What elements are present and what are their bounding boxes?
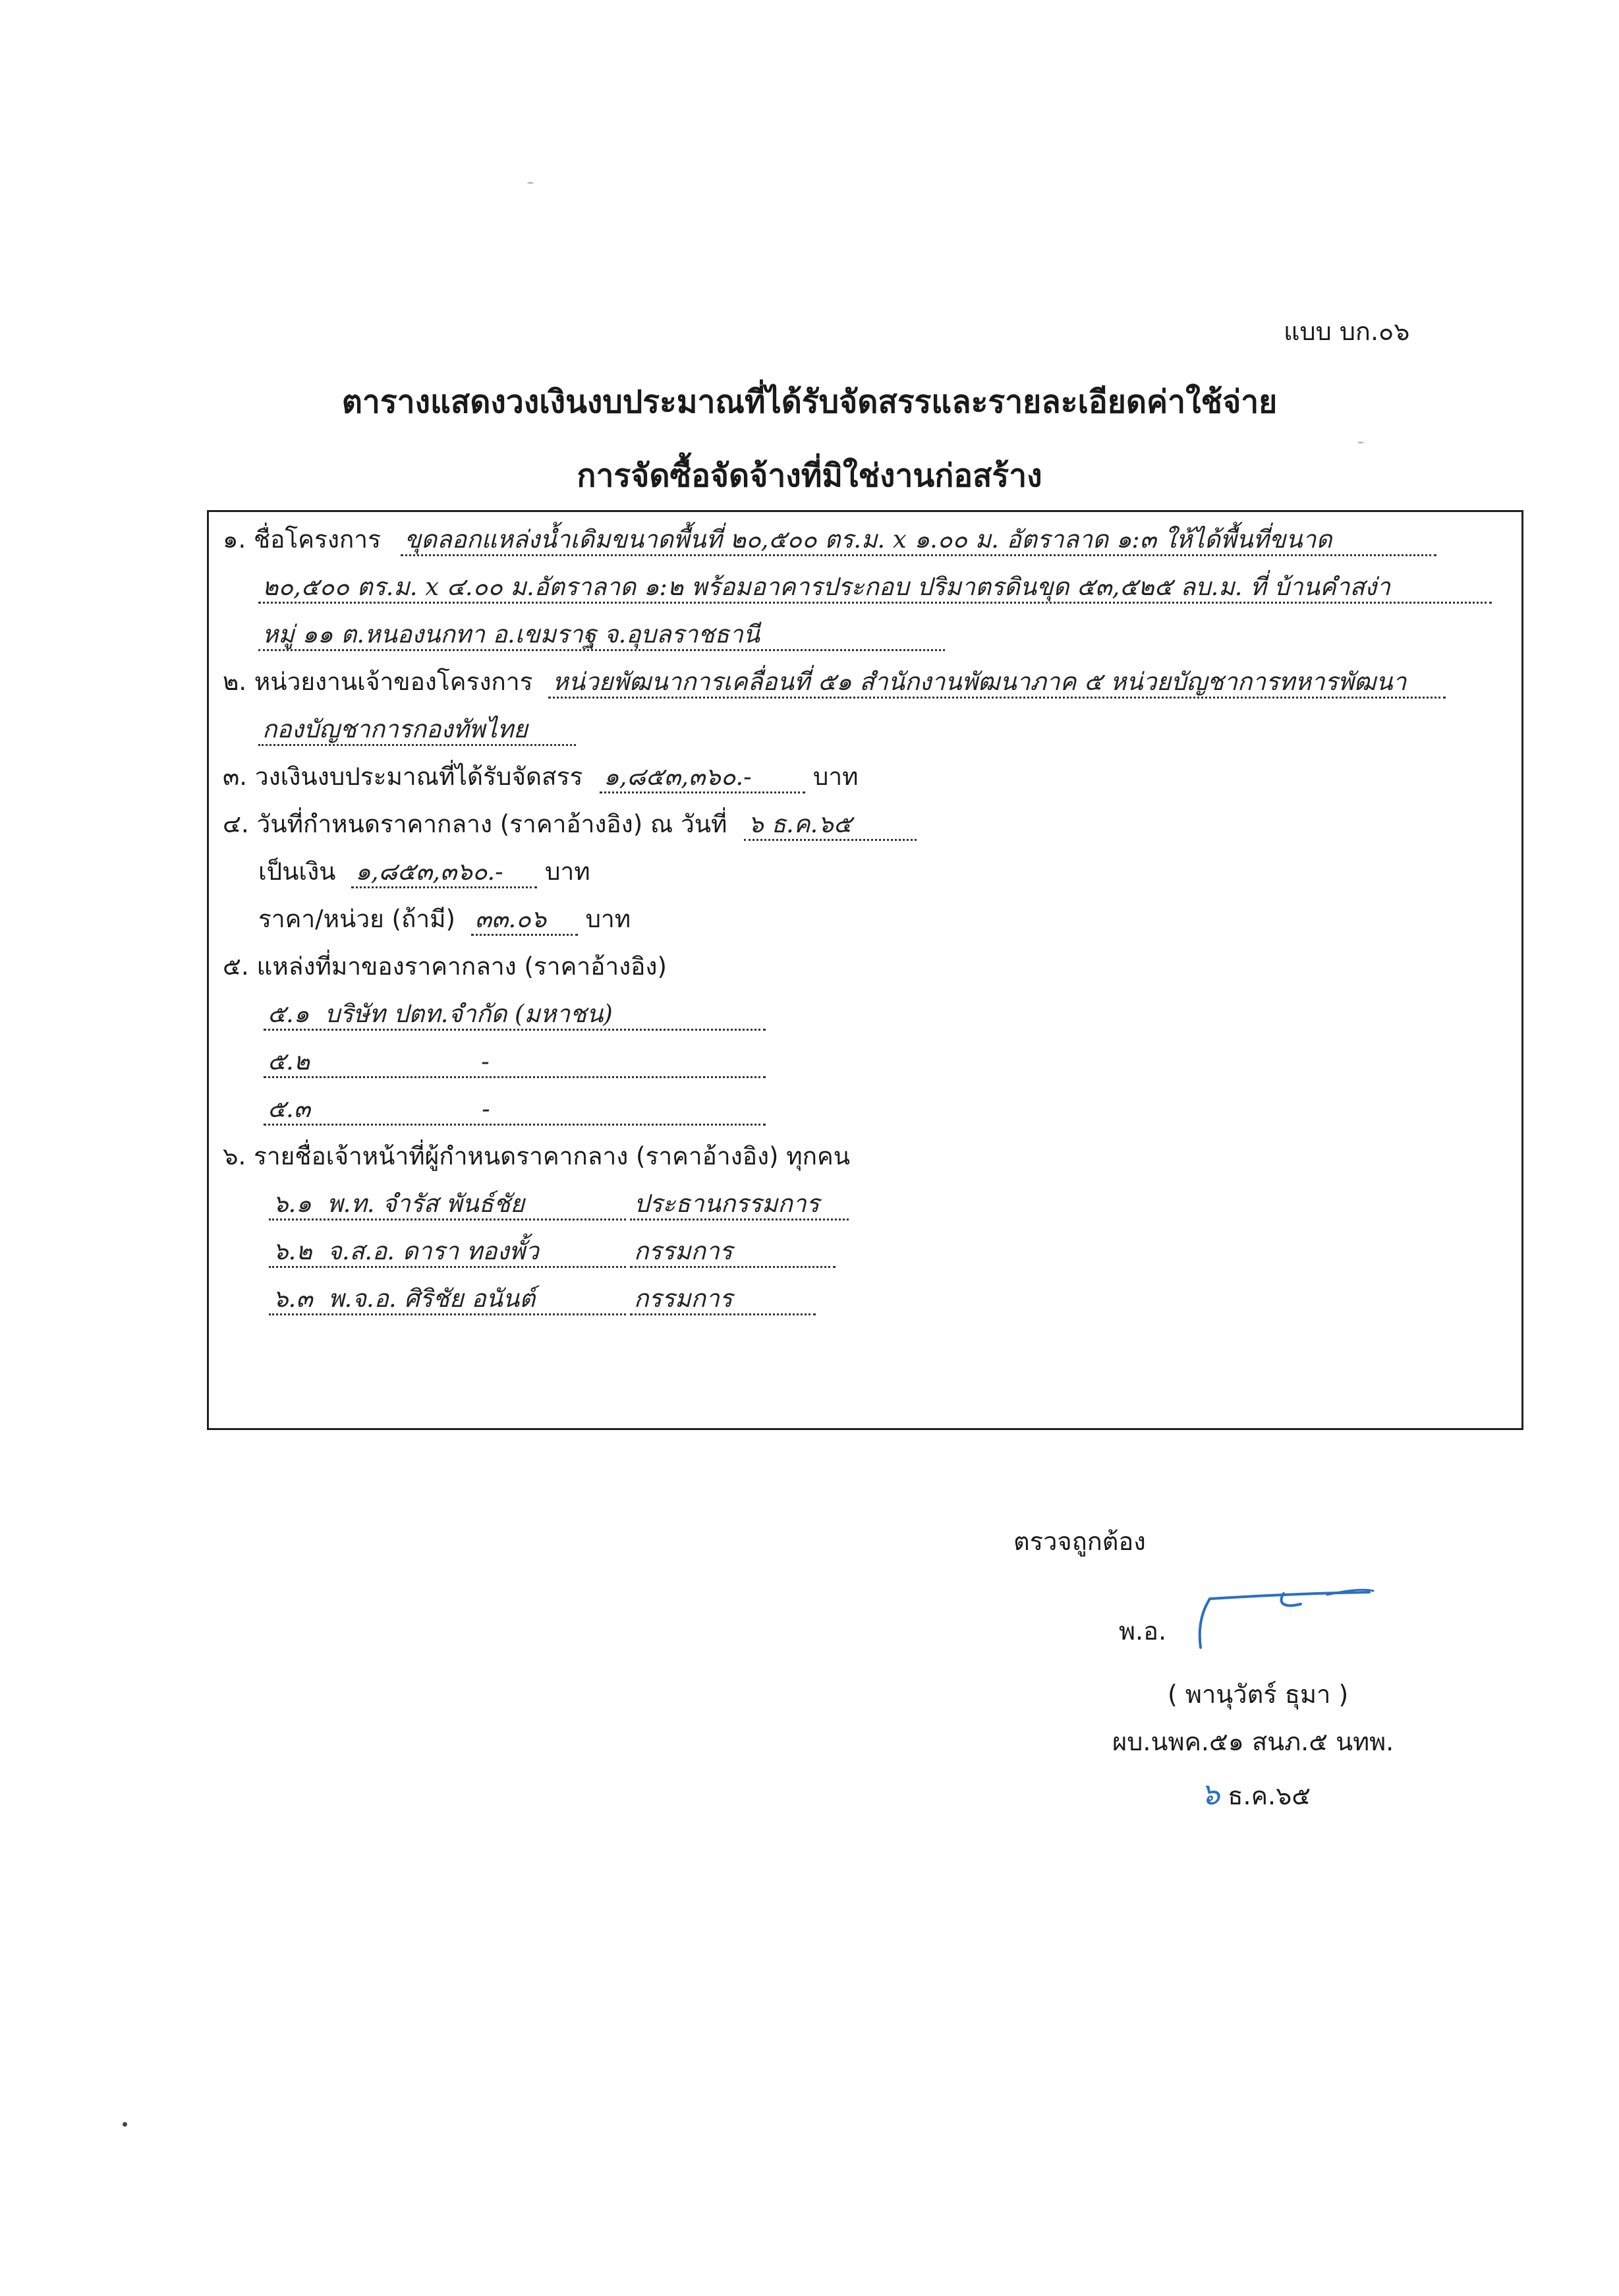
item-4-row-1 xyxy=(223,812,917,841)
project-name-line-2: ๒๐,๕๐๐ ตร.ม. x ๔.๐๐ ม.อัตราลาด ๑:๒ พร้อมอาคารประกอบ ปริมาตรดินขุด ๕๓,๕๒๕ ลบ.ม. ที่ บ้านคำสง่า xyxy=(258,575,1492,604)
unit-price-value: ๓๓.๐๖ xyxy=(471,907,578,936)
item-1-row-2 xyxy=(258,575,1492,604)
form-code: แบบ บก.๐๖ xyxy=(1284,317,1410,346)
officer-role: กรรมการ xyxy=(630,1239,836,1268)
item-2-row-1 xyxy=(223,670,1446,699)
allocated-budget-value: ๑,๘๕๓,๓๖๐.- xyxy=(600,764,805,793)
source-row-3 xyxy=(264,1097,766,1126)
source-value: บริษัท ปตท.จำกัด (มหาชน) xyxy=(324,1000,613,1028)
item-5-label: ๕. แหล่งที่มาของราคากลาง (ราคาอ้างอิง) xyxy=(223,952,667,981)
handwritten-signature xyxy=(1172,1582,1382,1654)
signer-rank: พ.อ. xyxy=(1119,1617,1167,1646)
signature-date xyxy=(1201,1770,1311,1818)
officer-role: กรรมการ xyxy=(630,1286,816,1315)
scan-speck xyxy=(123,2122,127,2127)
signature-date-month-year: ธ.ค.๖๕ xyxy=(1228,1781,1311,1810)
source-item xyxy=(264,1002,766,1031)
amount-unit: บาท xyxy=(544,857,590,886)
source-item xyxy=(264,1049,766,1078)
scan-speck xyxy=(527,182,534,184)
source-row-1 xyxy=(264,1002,766,1031)
item-3-row xyxy=(223,764,859,793)
officer-name xyxy=(269,1191,626,1220)
signature-date-day: ๖ xyxy=(1201,1776,1220,1812)
item-1-label: ๑. ชื่อโครงการ xyxy=(223,525,381,554)
item-4-row-2 xyxy=(258,859,590,888)
verified-label: ตรวจถูกต้อง xyxy=(1013,1527,1146,1556)
officer-row-2 xyxy=(269,1239,836,1268)
reference-price-date: ๖ ธ.ค.๖๕ xyxy=(744,812,917,841)
amount-value: ๑,๘๕๓,๓๖๐.- xyxy=(351,859,537,888)
officer-role: ประธานกรรมการ xyxy=(630,1191,849,1220)
officer-name xyxy=(269,1239,626,1268)
source-row-2 xyxy=(264,1049,766,1078)
document-title-line-1: ตารางแสดงวงเงินงบประมาณที่ได้รับจัดสรรและรายละเอียดค่าใช้จ่าย xyxy=(341,384,1278,420)
unit-price-unit: บาท xyxy=(585,905,631,933)
item-2-row-2 xyxy=(258,717,576,746)
item-4-label: ๔. วันที่กำหนดราคากลาง (ราคาอ้างอิง) ณ วันที่ xyxy=(223,810,727,838)
source-number: ๕.๑ xyxy=(268,1000,310,1028)
owner-agency-line-2: กองบัญชาการกองทัพไทย xyxy=(258,717,576,746)
item-4-row-3 xyxy=(258,907,631,936)
allocated-budget-unit: บาท xyxy=(812,762,859,791)
officer-name-text: จ.ส.อ. ดารา ทองพั้ว xyxy=(327,1237,539,1265)
officer-name xyxy=(269,1286,626,1315)
officer-name-text: พ.จ.อ. ศิริชัย อนันต์ xyxy=(328,1284,536,1313)
project-name-line-1: ขุดลอกแหล่งน้ำเดิมขนาดพื้นที่ ๒๐,๕๐๐ ตร.ม. x ๑.๐๐ ม. อัตราลาด ๑:๓ ให้ได้พื้นที่ขนาด xyxy=(401,527,1436,556)
source-number: ๕.๒ xyxy=(268,1047,310,1076)
officer-row-3 xyxy=(269,1286,816,1315)
officer-number: ๖.๒ xyxy=(273,1237,312,1265)
officer-name-text: พ.ท. จำรัส พันธ์ชัย xyxy=(327,1190,525,1218)
officer-number: ๖.๑ xyxy=(273,1190,312,1218)
officer-row-1 xyxy=(269,1191,849,1220)
unit-price-label: ราคา/หน่วย (ถ้ามี) xyxy=(258,905,455,933)
amount-label: เป็นเงิน xyxy=(258,857,336,886)
item-3-label: ๓. วงเงินงบประมาณที่ได้รับจัดสรร xyxy=(223,762,583,791)
scan-speck xyxy=(1357,442,1364,444)
item-1-row-1 xyxy=(223,527,1436,556)
signer-position: ผบ.นพค.๕๑ สนภ.๕ นทพ. xyxy=(1112,1727,1394,1756)
owner-agency-line-1: หน่วยพัฒนาการเคลื่อนที่ ๕๑ สำนักงานพัฒนาภาค ๕ หน่วยบัญชาการทหารพัฒนา xyxy=(548,670,1446,699)
source-value: - xyxy=(481,1047,490,1076)
item-1-row-3 xyxy=(258,622,945,651)
item-6-label: ๖. รายชื่อเจ้าหน้าที่ผู้กำหนดราคากลาง (ราคาอ้างอิง) ทุกคน xyxy=(223,1142,851,1170)
source-item xyxy=(264,1097,766,1126)
signer-name: ( พานุวัตร์ ธุมา ) xyxy=(1168,1680,1349,1709)
source-number: ๕.๓ xyxy=(268,1095,311,1123)
project-name-line-3: หมู่ ๑๑ ต.หนองนกทา อ.เขมราฐ จ.อุบลราชธานี xyxy=(258,622,945,651)
officer-number: ๖.๓ xyxy=(273,1284,313,1313)
document-title-line-2: การจัดซื้อจัดจ้างที่มิใช่งานก่อสร้าง xyxy=(577,457,1042,494)
source-value: - xyxy=(482,1095,490,1123)
item-2-label: ๒. หน่วยงานเจ้าของโครงการ xyxy=(223,668,533,696)
